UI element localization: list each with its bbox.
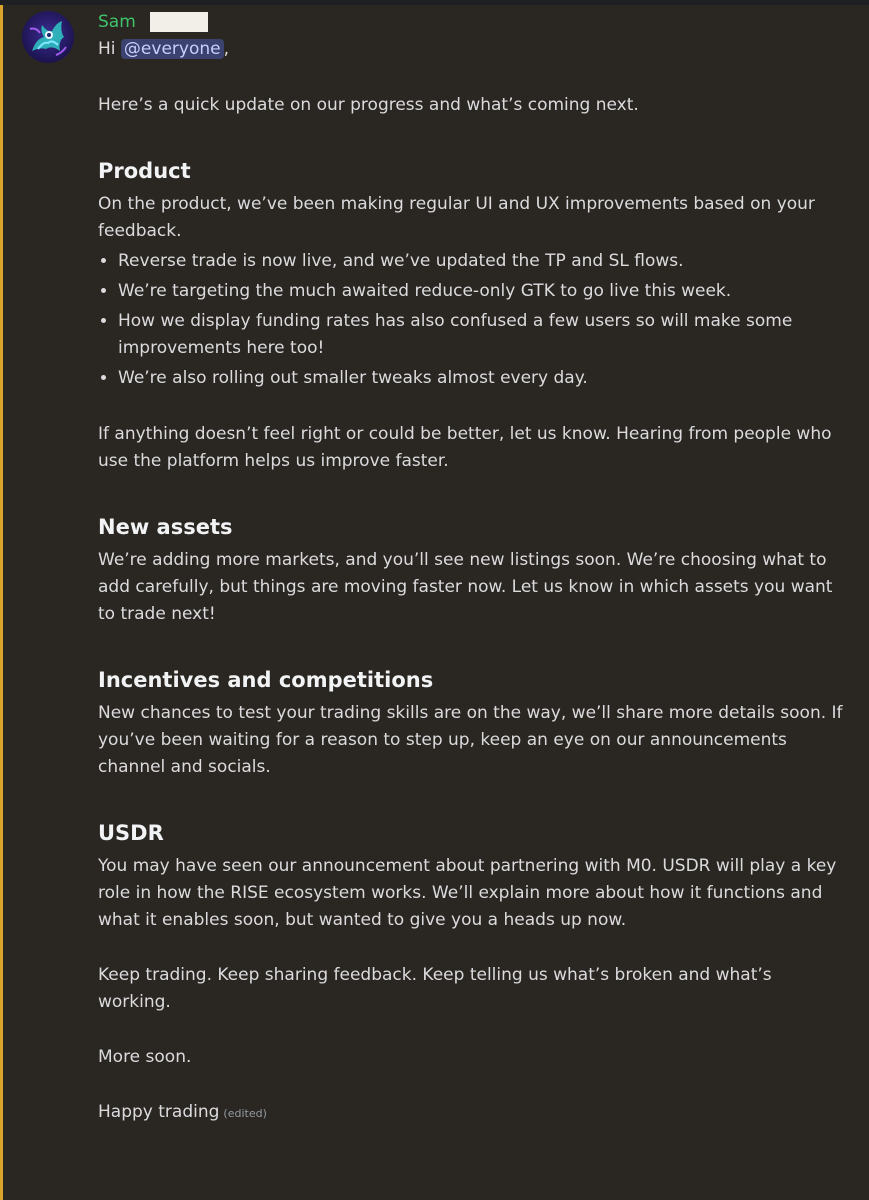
product-bullet-list [98,248,848,392]
avatar[interactable] [22,11,74,63]
assets-text: We’re adding more markets, and you’ll see new listings soon. We’re choosing what to add carefully, but things are moving faster now. Let us know in which assets you want to trade next! [98,550,833,624]
signoff-text: Happy trading [98,1102,220,1122]
list-item: • We’re targeting the much awaited reduce-only GTK to go live this week. [118,278,848,305]
closing-line-2: More soon. [98,1047,192,1067]
greeting-prefix: Hi [98,39,116,59]
username[interactable]: Sam [98,12,136,32]
list-item: • Reverse trade is now live, and we’ve updated the TP and SL flows. [118,248,848,275]
list-item: • We’re also rolling out smaller tweaks almost every day. [118,365,848,392]
usdr-text: You may have seen our announcement about partnering with M0. USDR will play a key role in how the RISE ecosystem works. We’ll explain more about how it functions and what it enables soon, but wanted to give you a heads up now. [98,856,837,930]
greeting-suffix: , [223,39,229,59]
closing-line-1: Keep trading. Keep sharing feedback. Keep telling us what’s broken and what’s working. [98,965,772,1012]
incentives-heading: Incentives and competitions [98,668,434,692]
message [98,8,848,1127]
list-item: • How we display funding rates has also confused a few users so will make some improvements here too! [118,308,848,362]
window-top-border [0,0,869,5]
usdr-heading: USDR [98,821,164,845]
product-followup-text: If anything doesn’t feel right or could be better, let us know. Hearing from people who use the platform helps us improve faster. [98,424,832,471]
product-heading: Product [98,159,191,183]
signoff-line [98,1099,848,1127]
assets-heading: New assets [98,515,233,539]
message-header [98,8,848,36]
redacted-name-block [150,12,208,32]
greeting-line [98,36,848,64]
product-text: On the product, we’ve been making regular UI and UX improvements based on your feedback. [98,194,815,241]
edited-label: (edited) [223,1107,267,1120]
incentives-text: New chances to test your trading skills are on the way, we’ll share more details soon. If you’ve been waiting for a reason to step up, keep an eye on our announcements channel and socials. [98,703,843,777]
intro-text: Here’s a quick update on our progress and what’s coming next. [98,95,639,115]
mention-highlight-bar [0,5,3,1200]
message-content [98,36,848,1127]
everyone-mention[interactable]: @everyone [121,39,224,59]
